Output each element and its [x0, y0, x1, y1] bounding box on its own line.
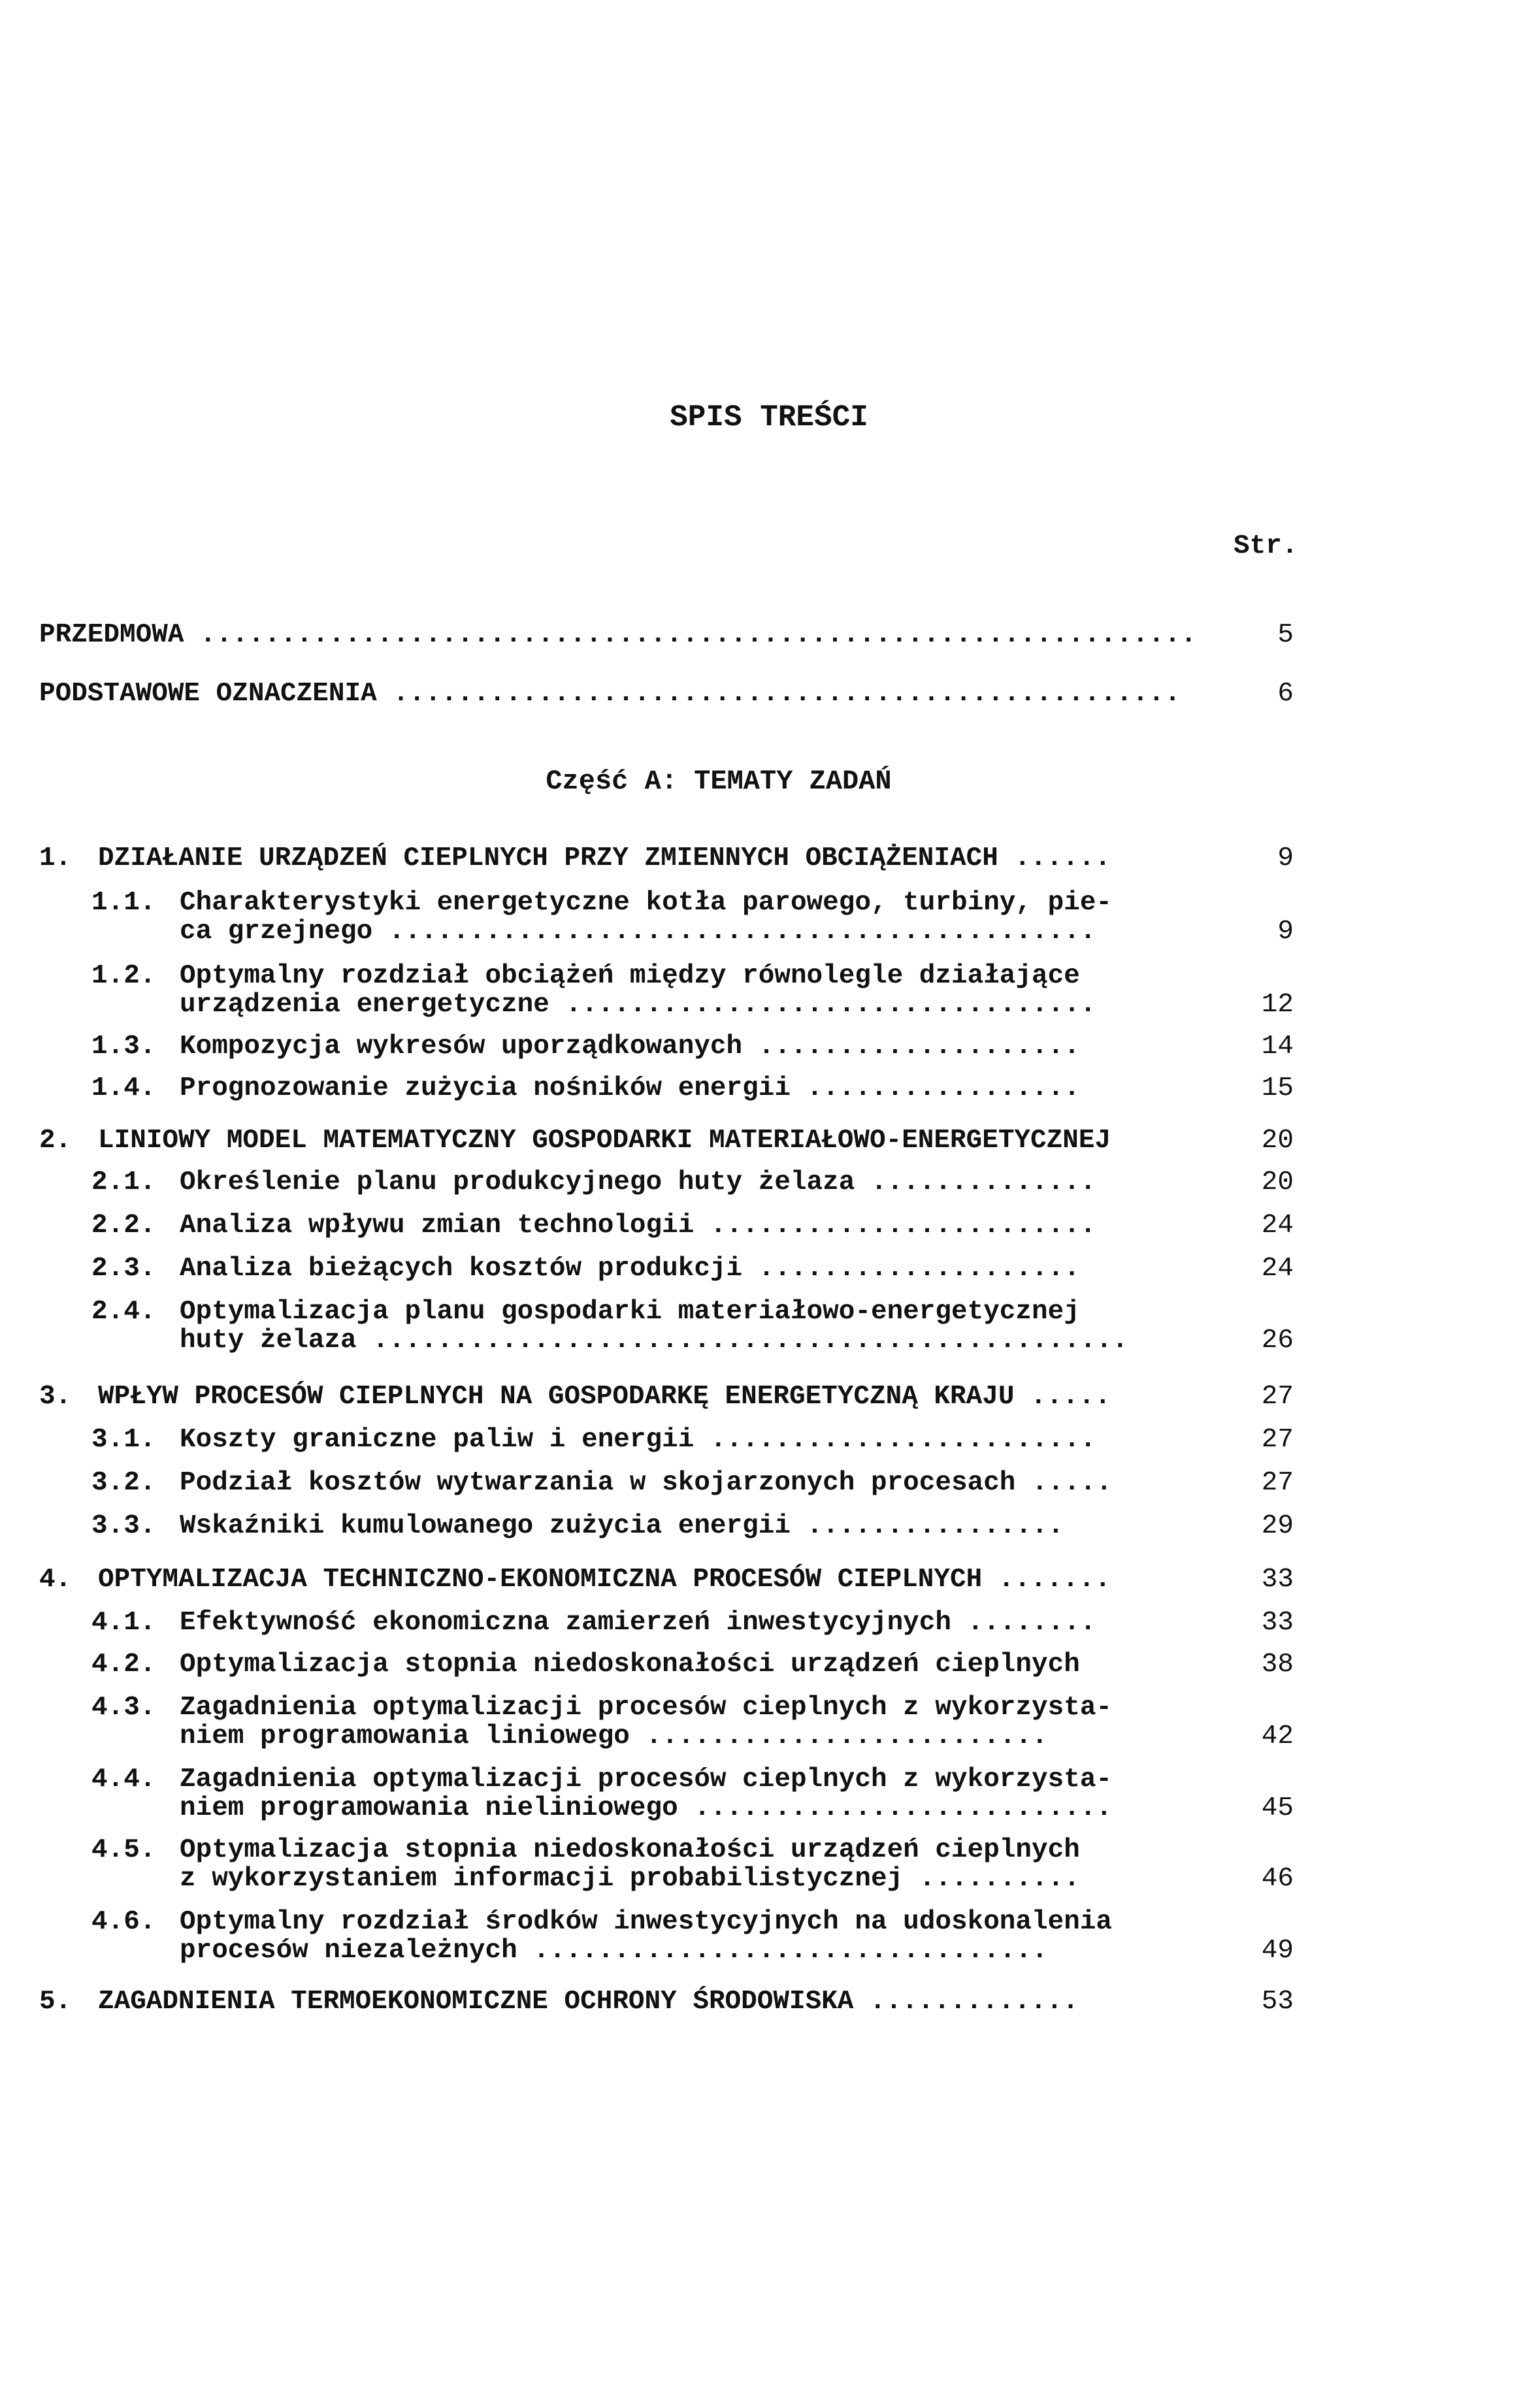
- section-title-line: ca grzejnego ............................................: [180, 917, 1096, 947]
- section-number: 4.4.: [91, 1765, 156, 1795]
- dot-leader: ..........................: [694, 1793, 1113, 1823]
- section-number: 1.2.: [91, 961, 156, 991]
- section-page: 45: [1261, 1793, 1294, 1823]
- section-title-line: Optymalny rozdział środków inwestycyjnych na udoskonalenia: [180, 1907, 1113, 1937]
- section-page: 38: [1261, 1650, 1294, 1680]
- section-page: 46: [1261, 1864, 1294, 1894]
- chapter-number: 1.: [39, 843, 72, 873]
- chapter-number: 3.: [39, 1382, 72, 1412]
- dot-leader: ........................: [710, 1211, 1096, 1241]
- section-title-line: Wskaźniki kumulowanego zużycia energii ................: [180, 1511, 1064, 1541]
- dot-leader: .........................: [646, 1721, 1048, 1751]
- section-title-line: urządzenia energetyczne .................................: [180, 990, 1096, 1020]
- section-page: 27: [1261, 1468, 1294, 1498]
- chapter-title: ZAGADNIENIA TERMOEKONOMICZNE OCHRONY ŚRODOWISKA .............: [98, 1987, 1079, 2017]
- section-title-line: Analiza bieżących kosztów produkcji ....................: [180, 1254, 1080, 1284]
- chapter-title: OPTYMALIZACJA TECHNICZNO-EKONOMICZNA PROCESÓW CIEPLNYCH .......: [98, 1565, 1111, 1595]
- section-number: 4.2.: [91, 1650, 156, 1680]
- section-number: 3.2.: [91, 1468, 156, 1498]
- dot-leader: ......: [1014, 843, 1111, 873]
- dot-leader: .....: [1030, 1382, 1111, 1412]
- section-number: 3.1.: [91, 1425, 156, 1455]
- chapter-page: 53: [1261, 1987, 1294, 2017]
- dot-leader: ..............................................................: [200, 620, 1197, 650]
- toc-entry-page: 6: [1277, 679, 1294, 709]
- section-page: 20: [1261, 1167, 1294, 1197]
- section-page: 9: [1277, 917, 1294, 947]
- section-number: 4.6.: [91, 1907, 156, 1937]
- chapter-number: 4.: [39, 1565, 72, 1595]
- section-number: 2.1.: [91, 1167, 156, 1197]
- chapter-title: WPŁYW PROCESÓW CIEPLNYCH NA GOSPODARKĘ ENERGETYCZNĄ KRAJU .....: [98, 1382, 1111, 1412]
- dot-leader: ..........: [919, 1864, 1080, 1894]
- dot-leader: .....: [1032, 1468, 1113, 1498]
- section-number: 4.3.: [91, 1693, 156, 1723]
- toc-entry-label: PODSTAWOWE OZNACZENIA .................................................: [39, 679, 1181, 709]
- section-title-line: Optymalizacja stopnia niedoskonałości urządzeń cieplnych: [180, 1650, 1080, 1680]
- dot-leader: .............: [870, 1987, 1079, 2017]
- section-number: 1.3.: [91, 1032, 156, 1062]
- section-title-line: Koszty graniczne paliw i energii ........................: [180, 1425, 1096, 1455]
- dot-leader: .......: [998, 1565, 1111, 1595]
- chapter-page: 9: [1277, 843, 1294, 873]
- section-page: 26: [1261, 1326, 1294, 1356]
- dot-leader: .................: [806, 1073, 1080, 1103]
- section-title-line: Analiza wpływu zmian technologii ........................: [180, 1211, 1096, 1241]
- chapter-title: LINIOWY MODEL MATEMATYCZNY GOSPODARKI MATERIAŁOWO-ENERGETYCZNEJ: [98, 1126, 1111, 1156]
- section-number: 2.3.: [91, 1254, 156, 1284]
- section-number: 1.1.: [91, 888, 156, 918]
- dot-leader: ....................: [758, 1032, 1080, 1062]
- section-title-line: Określenie planu produkcyjnego huty żelaza ..............: [180, 1167, 1096, 1197]
- dot-leader: ........: [967, 1608, 1096, 1638]
- page-column-header: Str.: [1234, 531, 1298, 561]
- section-title-line: Zagadnienia optymalizacji procesów cieplnych z wykorzysta-: [180, 1693, 1113, 1723]
- section-page: 14: [1261, 1032, 1294, 1062]
- section-number: 3.3.: [91, 1511, 156, 1541]
- section-page: 24: [1261, 1211, 1294, 1241]
- chapter-page: 20: [1261, 1126, 1294, 1156]
- chapter-page: 33: [1261, 1565, 1294, 1595]
- dot-leader: ............................................: [388, 917, 1096, 947]
- section-title-line: procesów niezależnych ................................: [180, 1936, 1048, 1966]
- page-title: SPIS TREŚCI: [670, 400, 868, 434]
- dot-leader: ....................: [758, 1254, 1080, 1284]
- chapter-number: 2.: [39, 1126, 72, 1156]
- section-title-line: Prognozowanie zużycia nośników energii .................: [180, 1073, 1080, 1103]
- dot-leader: ................................: [533, 1936, 1048, 1966]
- section-title-line: Efektywność ekonomiczna zamierzeń inwestycyjnych ........: [180, 1608, 1096, 1638]
- section-number: 2.2.: [91, 1211, 156, 1241]
- section-page: 12: [1261, 990, 1294, 1020]
- toc-entry-label: PRZEDMOWA ..............................................................: [39, 620, 1197, 650]
- dot-leader: .................................: [565, 990, 1096, 1020]
- dot-leader: ................: [806, 1511, 1064, 1541]
- chapter-title: DZIAŁANIE URZĄDZEŃ CIEPLNYCH PRZY ZMIENNYCH OBCIĄŻENIACH ......: [98, 843, 1111, 873]
- section-number: 2.4.: [91, 1297, 156, 1327]
- section-title-line: Optymalizacja stopnia niedoskonałości urządzeń cieplnych: [180, 1835, 1080, 1865]
- dot-leader: .................................................: [393, 679, 1181, 709]
- section-page: 42: [1261, 1721, 1294, 1751]
- chapter-number: 5.: [39, 1987, 72, 2017]
- section-number: 4.5.: [91, 1835, 156, 1865]
- section-title-line: Optymalny rozdział obciążeń między równolegle działające: [180, 961, 1080, 991]
- section-page: 27: [1261, 1425, 1294, 1455]
- section-page: 49: [1261, 1936, 1294, 1966]
- section-page: 24: [1261, 1254, 1294, 1284]
- section-title-line: Charakterystyki energetyczne kotła parowego, turbiny, pie-: [180, 888, 1113, 918]
- dot-leader: ..............: [870, 1167, 1096, 1197]
- section-title-line: niem programowania liniowego .........................: [180, 1721, 1048, 1751]
- chapter-page: 27: [1261, 1382, 1294, 1412]
- section-title-line: Kompozycja wykresów uporządkowanych ....................: [180, 1032, 1080, 1062]
- dot-leader: ...............................................: [372, 1326, 1128, 1356]
- section-title-line: huty żelaza ...............................................: [180, 1326, 1128, 1356]
- section-page: 33: [1261, 1608, 1294, 1638]
- section-page: 29: [1261, 1511, 1294, 1541]
- part-heading: Część A: TEMATY ZADAŃ: [546, 766, 892, 797]
- section-title-line: z wykorzystaniem informacji probabilistycznej ..........: [180, 1864, 1080, 1894]
- section-title-line: Optymalizacja planu gospodarki materiałowo-energetycznej: [180, 1297, 1080, 1327]
- section-title-line: Zagadnienia optymalizacji procesów cieplnych z wykorzysta-: [180, 1765, 1113, 1795]
- section-number: 1.4.: [91, 1073, 156, 1103]
- toc-entry-page: 5: [1277, 620, 1294, 650]
- section-title-line: niem programowania nieliniowego ..........................: [180, 1793, 1113, 1823]
- section-page: 15: [1261, 1073, 1294, 1103]
- section-title-line: Podział kosztów wytwarzania w skojarzonych procesach .....: [180, 1468, 1113, 1498]
- dot-leader: ........................: [710, 1425, 1096, 1455]
- section-number: 4.1.: [91, 1608, 156, 1638]
